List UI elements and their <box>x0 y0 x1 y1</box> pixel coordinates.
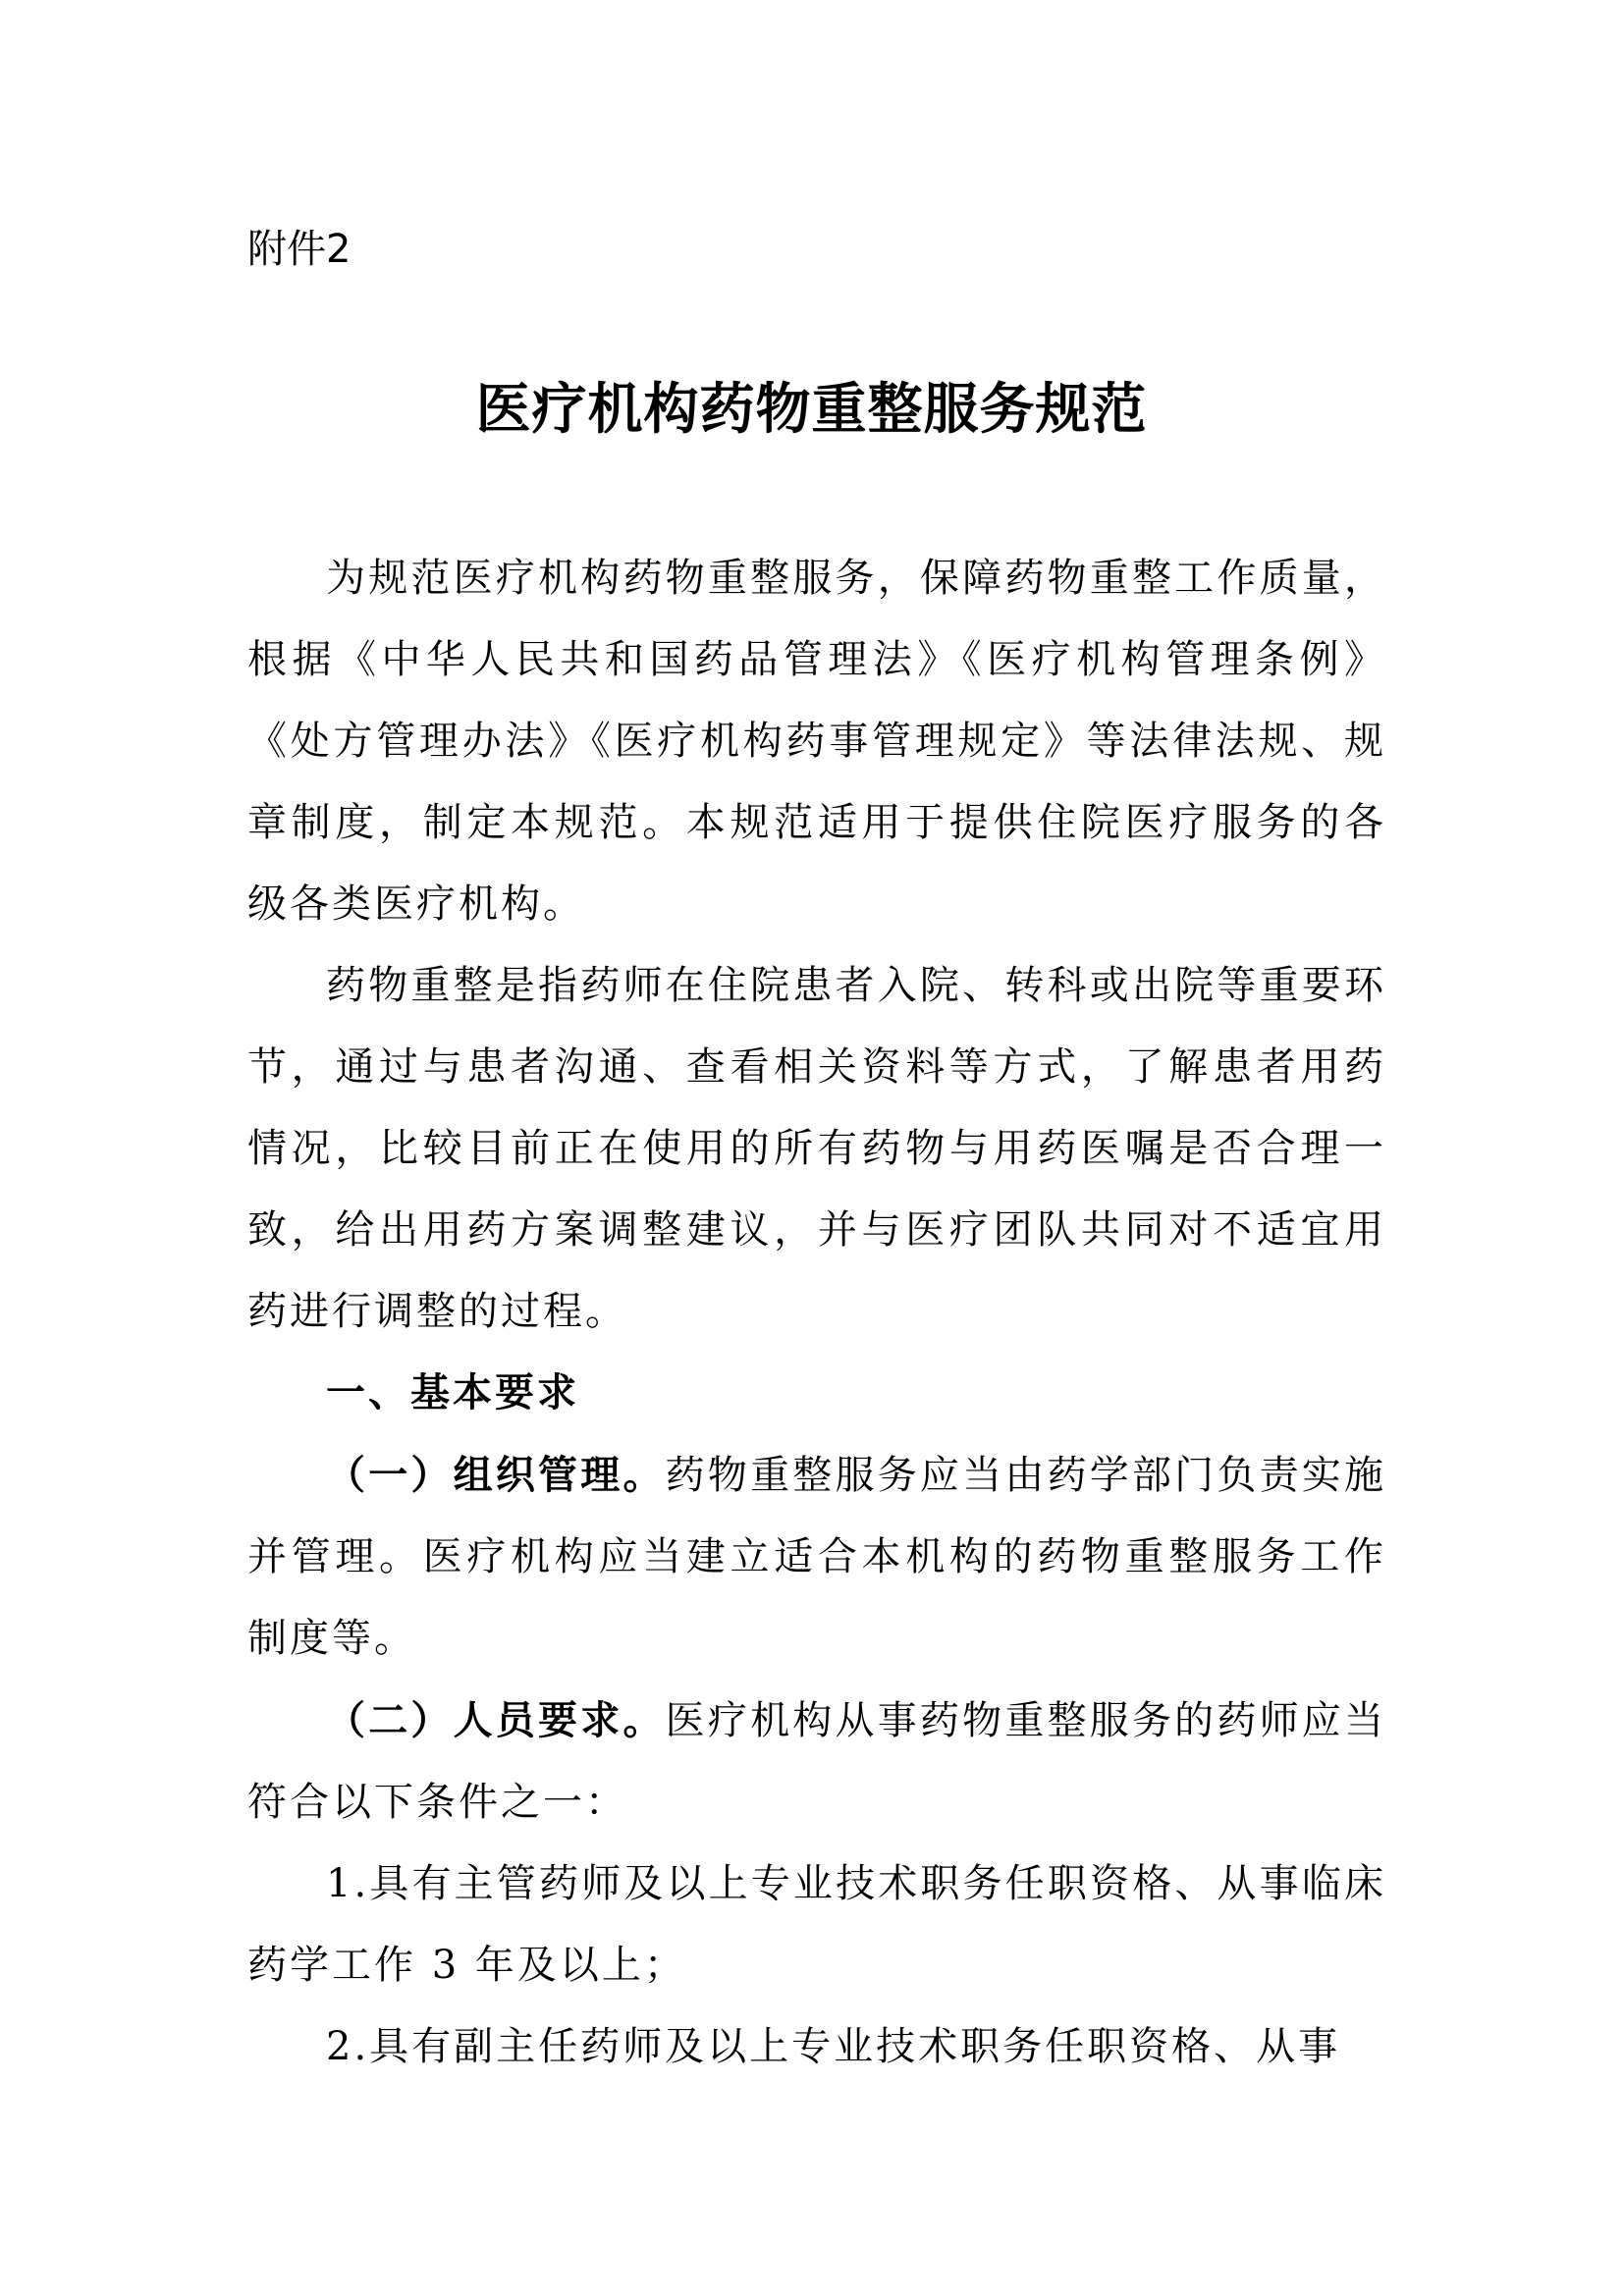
item-staff-heading: （二）人员要求。 <box>326 1697 666 1743</box>
document-title: 医疗机构药物重整服务规范 <box>475 378 1148 442</box>
condition-item: 2.具有副主任药师及以上专业技术职务任职资格、从事 <box>326 2024 1341 2069</box>
condition-item: 1.具有主管药师及以上专业技术职务任职资格、从事临床药学工作 3 年及以上； <box>247 1861 1386 1988</box>
intro-paragraph-purpose: 为规范医疗机构药物重整服务，保障药物重整工作质量，根据《中华人民共和国药品管理法》《医疗机构管理条例》《处方管理办法》《医疗机构药事管理规定》等法律法规、规章制度，制定本规范。本规范适用于提供住院医疗服务的各级各类医疗机构。 <box>247 556 1386 927</box>
item-organization-management <box>247 1434 1386 1680</box>
item-organization-heading: （一）组织管理。 <box>326 1452 666 1498</box>
intro-paragraph-definition: 药物重整是指药师在住院患者入院、转科或出院等重要环节，通过与患者沟通、查看相关资料等方式，了解患者用药情况，比较目前正在使用的所有药物与用药医嘱是否合理一致，给出用药方案调整建议，并与医疗团队共同对不适宜用药进行调整的过程。 <box>247 963 1386 1334</box>
attachment-label: 附件2 <box>247 227 352 272</box>
item-organization-text: 药物重整服务应当由药学部门负责实施并管理。医疗机构应当建立适合本机构的药物重整服务工作制度等。 <box>247 1453 1387 1661</box>
item-staff-requirements <box>247 1680 1386 1843</box>
section-heading-basic-requirements: 一、基本要求 <box>326 1370 579 1415</box>
document-body <box>247 538 1386 2088</box>
item-staff-text: 医疗机构从事药物重整服务的药师应当符合以下条件之一： <box>247 1698 1387 1825</box>
